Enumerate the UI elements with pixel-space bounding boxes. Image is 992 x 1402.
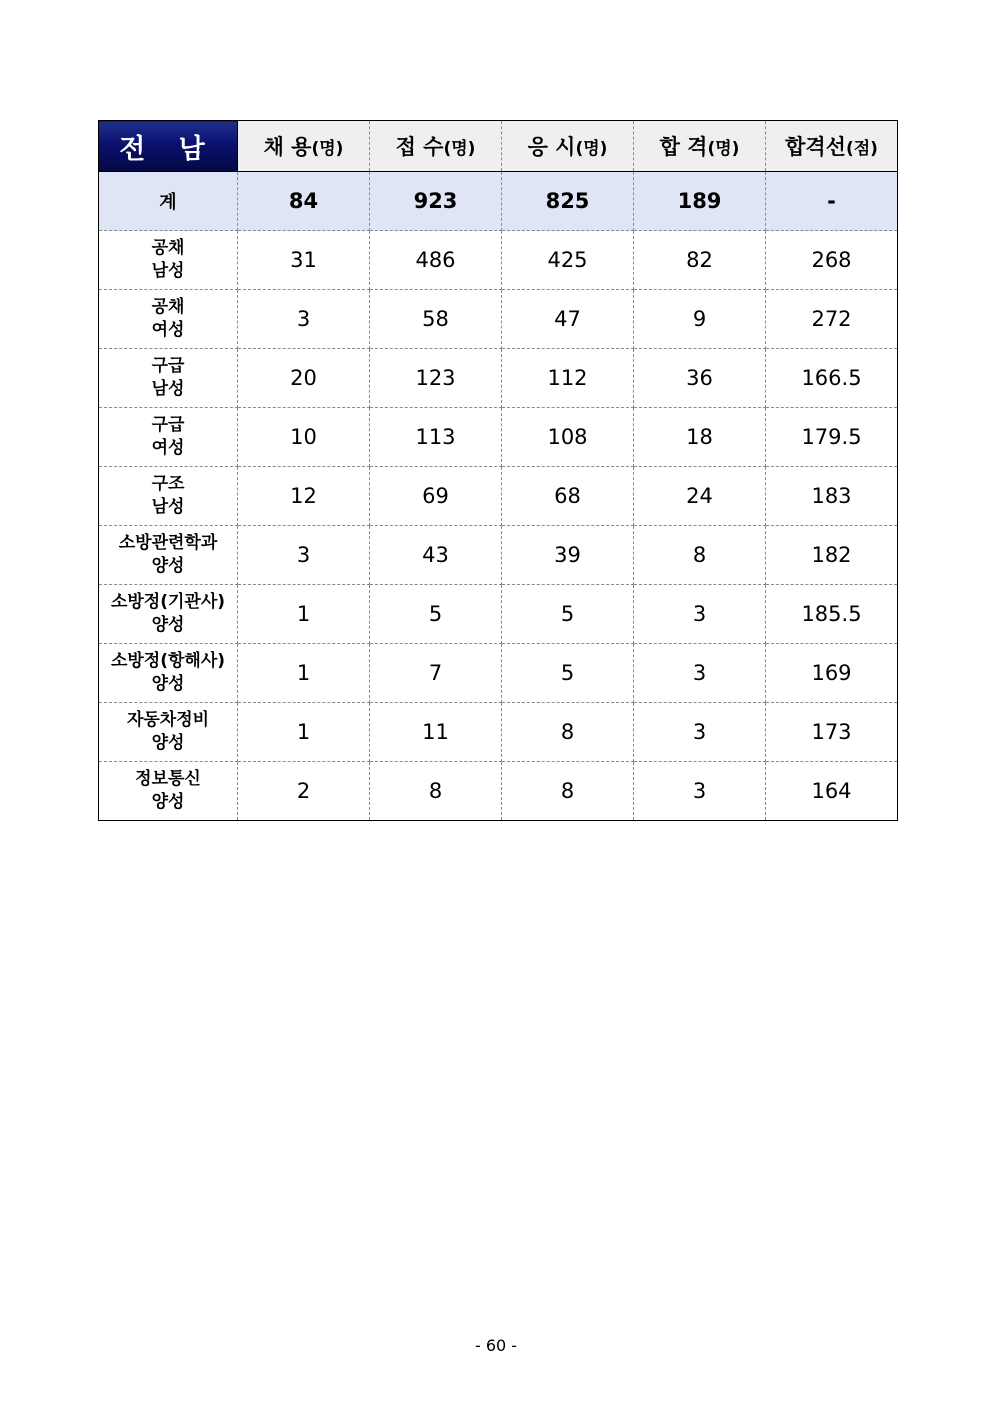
row-label — [99, 290, 238, 349]
row-label-line: 소방관련학과 — [118, 533, 218, 553]
cell-hired: 20 — [238, 349, 370, 408]
row-label — [99, 762, 238, 821]
header-unit: (명) — [443, 139, 476, 159]
row-label-line: 공채 — [151, 297, 185, 317]
cell-applied: 7 — [370, 644, 502, 703]
cell-examined: 425 — [502, 231, 634, 290]
cell-applied: 43 — [370, 526, 502, 585]
header-label: 합 격 — [659, 135, 708, 159]
header-hired — [238, 121, 370, 172]
row-label-line: 양성 — [151, 615, 185, 635]
cell-examined: 5 — [502, 644, 634, 703]
cell-examined: 47 — [502, 290, 634, 349]
cell-hired: 12 — [238, 467, 370, 526]
row-label-line: 양성 — [151, 792, 185, 812]
table-row — [99, 526, 898, 585]
row-label — [99, 585, 238, 644]
cell-cutoff: 183 — [766, 467, 898, 526]
cell-applied: 123 — [370, 349, 502, 408]
total-row — [99, 172, 898, 231]
row-label-line: 여성 — [151, 320, 185, 340]
row-label-line: 남성 — [151, 261, 185, 281]
cell-hired: 3 — [238, 526, 370, 585]
cell-cutoff: 268 — [766, 231, 898, 290]
row-label-line: 구급 — [151, 356, 185, 376]
total-examined: 825 — [502, 172, 634, 231]
row-label — [99, 408, 238, 467]
cell-hired: 3 — [238, 290, 370, 349]
header-label: 응 시 — [527, 135, 576, 159]
cell-passed: 3 — [634, 703, 766, 762]
cell-hired: 1 — [238, 703, 370, 762]
cell-cutoff: 185.5 — [766, 585, 898, 644]
row-label-line: 양성 — [151, 733, 185, 753]
cell-passed: 8 — [634, 526, 766, 585]
header-examined — [502, 121, 634, 172]
table-row — [99, 231, 898, 290]
cell-hired: 1 — [238, 585, 370, 644]
cell-cutoff: 173 — [766, 703, 898, 762]
recruitment-statistics-table — [98, 120, 898, 821]
cell-cutoff: 169 — [766, 644, 898, 703]
cell-hired: 10 — [238, 408, 370, 467]
cell-passed: 3 — [634, 762, 766, 821]
row-label-line: 구급 — [151, 415, 185, 435]
cell-passed: 3 — [634, 644, 766, 703]
header-applied — [370, 121, 502, 172]
row-label-line: 소방정(기관사) — [110, 592, 226, 612]
table-row — [99, 762, 898, 821]
header-label: 합격선 — [785, 135, 846, 159]
cell-passed: 3 — [634, 585, 766, 644]
row-label — [99, 703, 238, 762]
total-cutoff: - — [766, 172, 898, 231]
table-row — [99, 644, 898, 703]
header-unit: (명) — [707, 139, 740, 159]
cell-passed: 82 — [634, 231, 766, 290]
header-label: 채 용 — [263, 135, 312, 159]
row-label-line: 양성 — [151, 556, 185, 576]
cell-cutoff: 164 — [766, 762, 898, 821]
page-number: - 60 - — [474, 1336, 518, 1355]
table-row — [99, 349, 898, 408]
cell-examined: 8 — [502, 703, 634, 762]
cell-examined: 5 — [502, 585, 634, 644]
table-row — [99, 290, 898, 349]
cell-examined: 112 — [502, 349, 634, 408]
table-row — [99, 585, 898, 644]
header-unit: (점) — [845, 139, 878, 159]
row-label-line: 구조 — [151, 474, 185, 494]
region-header: 전 남 — [99, 121, 238, 172]
row-label — [99, 467, 238, 526]
table-row — [99, 703, 898, 762]
cell-applied: 11 — [370, 703, 502, 762]
cell-passed: 9 — [634, 290, 766, 349]
cell-cutoff: 182 — [766, 526, 898, 585]
row-label-line: 소방정(항해사) — [110, 651, 226, 671]
row-label — [99, 526, 238, 585]
row-label-line: 여성 — [151, 438, 185, 458]
cell-passed: 36 — [634, 349, 766, 408]
cell-cutoff: 179.5 — [766, 408, 898, 467]
cell-hired: 31 — [238, 231, 370, 290]
cell-applied: 69 — [370, 467, 502, 526]
row-label-line: 남성 — [151, 379, 185, 399]
row-label — [99, 231, 238, 290]
row-label-line: 정보통신 — [135, 769, 201, 789]
header-cutoff — [766, 121, 898, 172]
total-hired: 84 — [238, 172, 370, 231]
cell-cutoff: 272 — [766, 290, 898, 349]
total-applied: 923 — [370, 172, 502, 231]
cell-examined: 39 — [502, 526, 634, 585]
header-unit: (명) — [575, 139, 608, 159]
cell-passed: 18 — [634, 408, 766, 467]
header-row — [99, 121, 898, 172]
cell-passed: 24 — [634, 467, 766, 526]
row-label — [99, 644, 238, 703]
cell-hired: 1 — [238, 644, 370, 703]
cell-applied: 486 — [370, 231, 502, 290]
cell-examined: 8 — [502, 762, 634, 821]
row-label-line: 자동차정비 — [126, 710, 210, 730]
row-label-line: 남성 — [151, 497, 185, 517]
cell-applied: 113 — [370, 408, 502, 467]
total-label: 계 — [99, 172, 238, 231]
cell-applied: 5 — [370, 585, 502, 644]
row-label-line: 공채 — [151, 238, 185, 258]
table-row — [99, 408, 898, 467]
table-row — [99, 467, 898, 526]
cell-applied: 58 — [370, 290, 502, 349]
total-passed: 189 — [634, 172, 766, 231]
cell-examined: 108 — [502, 408, 634, 467]
cell-examined: 68 — [502, 467, 634, 526]
header-unit: (명) — [311, 139, 344, 159]
cell-applied: 8 — [370, 762, 502, 821]
header-label: 접 수 — [395, 135, 444, 159]
row-label-line: 양성 — [151, 674, 185, 694]
cell-cutoff: 166.5 — [766, 349, 898, 408]
row-label — [99, 349, 238, 408]
cell-hired: 2 — [238, 762, 370, 821]
header-passed — [634, 121, 766, 172]
